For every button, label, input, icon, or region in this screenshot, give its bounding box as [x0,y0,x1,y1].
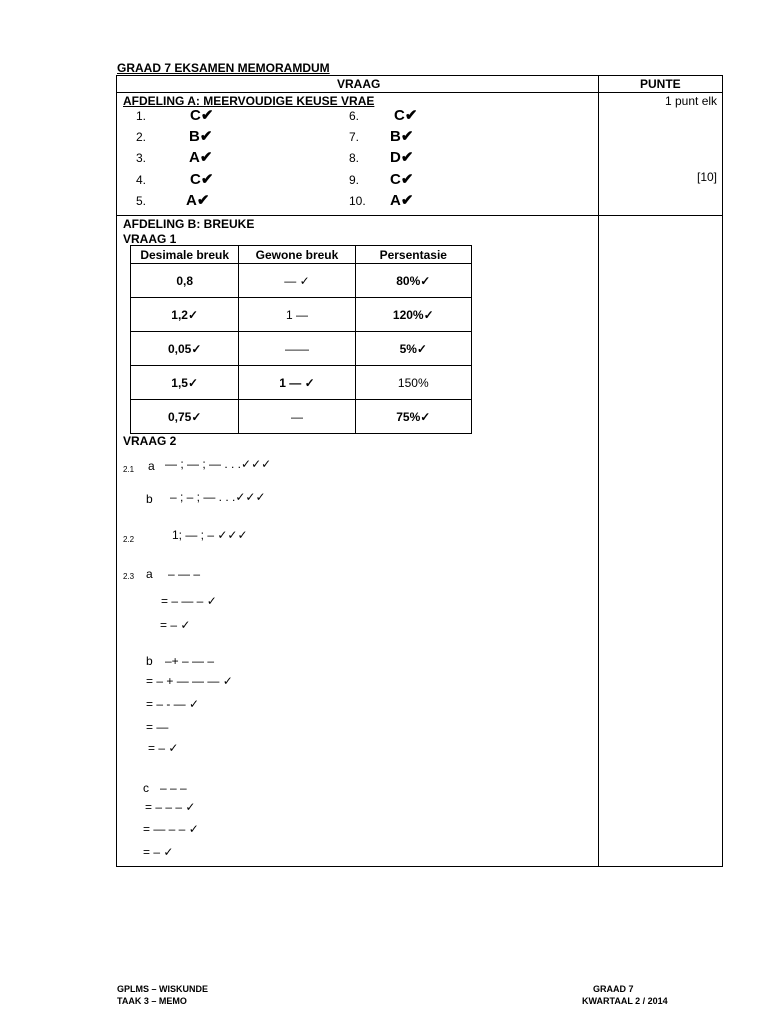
table-border-right [722,75,723,867]
section-divider [116,215,723,216]
part-label: b [146,654,153,668]
table-header-divider [116,92,723,93]
mc-number: 7. [349,130,360,144]
answer-line: = – ✓ [143,845,174,859]
table-cell: 5%✓ [355,332,471,366]
table-cell: 1,2✓ [131,298,239,332]
document-title: GRAAD 7 EKSAMEN MEMORAMDUM [117,61,330,75]
answer-line: = — – – ✓ [143,822,199,836]
table-cell: 1 — ✓ [239,366,355,400]
footer-term: KWARTAAL 2 / 2014 [582,996,668,1006]
section-b-title: AFDELING B: BREUKE [123,217,255,231]
table-border-left [116,75,117,867]
table-column-divider [598,75,599,867]
vraag-2-heading: VRAAG 2 [123,434,177,448]
table-cell: —— [239,332,355,366]
answer-line: – – – [160,781,187,795]
mc-answer: C✔ [394,107,418,124]
fractions-table [130,245,472,434]
table-cell: — ✓ [239,264,355,298]
vraag-1-heading: VRAAG 1 [123,232,177,246]
answer-line: 1; — ; – ✓✓✓ [172,528,248,542]
table-cell: 75%✓ [355,400,471,434]
mc-number: 6. [349,109,360,123]
mc-answer: C✔ [390,171,414,188]
question-number: 2.2 [123,535,135,544]
table-cell: 1 — [239,298,355,332]
column-header-punte: PUNTE [640,77,681,91]
answer-line: – ; – ; — . . .✓✓✓ [170,490,266,504]
table-cell: 80%✓ [355,264,471,298]
answer-line: – — – [168,567,201,581]
table-cell: 0,75✓ [131,400,239,434]
mc-answer: A✔ [189,149,213,166]
section-a-title: AFDELING A: MEERVOUDIGE KEUSE VRAE [123,94,375,108]
table-cell: 0,05✓ [131,332,239,366]
mc-number: 3. [136,151,147,165]
table-row [131,298,472,332]
mc-answer: C✔ [190,107,214,124]
mc-number: 1. [136,109,147,123]
table-row [131,264,472,298]
mc-answer: C✔ [190,171,214,188]
table-cell: 150% [355,366,471,400]
table-border-top [116,75,723,76]
table-cell: — [239,400,355,434]
table-header-cell: Persentasie [355,246,471,264]
table-row [131,400,472,434]
table-header-row [131,246,472,264]
part-label: c [143,781,149,795]
answer-line: = – + — — — ✓ [146,674,233,688]
part-label: a [148,459,155,473]
mc-number: 8. [349,151,360,165]
mc-answer: D✔ [390,149,414,166]
answer-line: = — [146,720,169,734]
table-cell: 0,8 [131,264,239,298]
table-header-cell: Desimale breuk [131,246,239,264]
table-row [131,366,472,400]
answer-line: = – - — ✓ [146,697,200,711]
footer-task: TAAK 3 – MEMO [117,996,187,1006]
part-label: a [146,567,153,581]
mc-answer: B✔ [390,128,414,145]
column-header-vraag: VRAAG [337,77,381,91]
footer-grade: GRAAD 7 [593,984,634,994]
answer-line: = – – – ✓ [145,800,196,814]
answer-line: = – ✓ [148,741,179,755]
table-header-cell: Gewone breuk [239,246,355,264]
answer-line: = – — – ✓ [161,594,217,608]
footer-subject: GPLMS – WISKUNDE [117,984,209,994]
mc-number: 2. [136,130,147,144]
mc-answer: A✔ [186,192,210,209]
mc-answer: A✔ [390,192,414,209]
table-row [131,332,472,366]
answer-line: — ; — ; — . . .✓✓✓ [165,457,272,471]
mc-number: 4. [136,173,147,187]
answer-line: = – ✓ [160,618,191,632]
section-a-total: [10] [697,170,718,184]
mc-number: 5. [136,194,147,208]
points-note: 1 punt elk [665,94,718,108]
part-label: b [146,492,153,506]
table-border-bottom [116,866,723,867]
answer-line: –+ – — – [165,654,215,668]
question-number: 2.1 [123,465,135,474]
mc-answer: B✔ [189,128,213,145]
table-cell: 120%✓ [355,298,471,332]
table-cell: 1,5✓ [131,366,239,400]
question-number: 2.3 [123,572,135,581]
mc-number: 10. [349,194,366,208]
mc-number: 9. [349,173,360,187]
